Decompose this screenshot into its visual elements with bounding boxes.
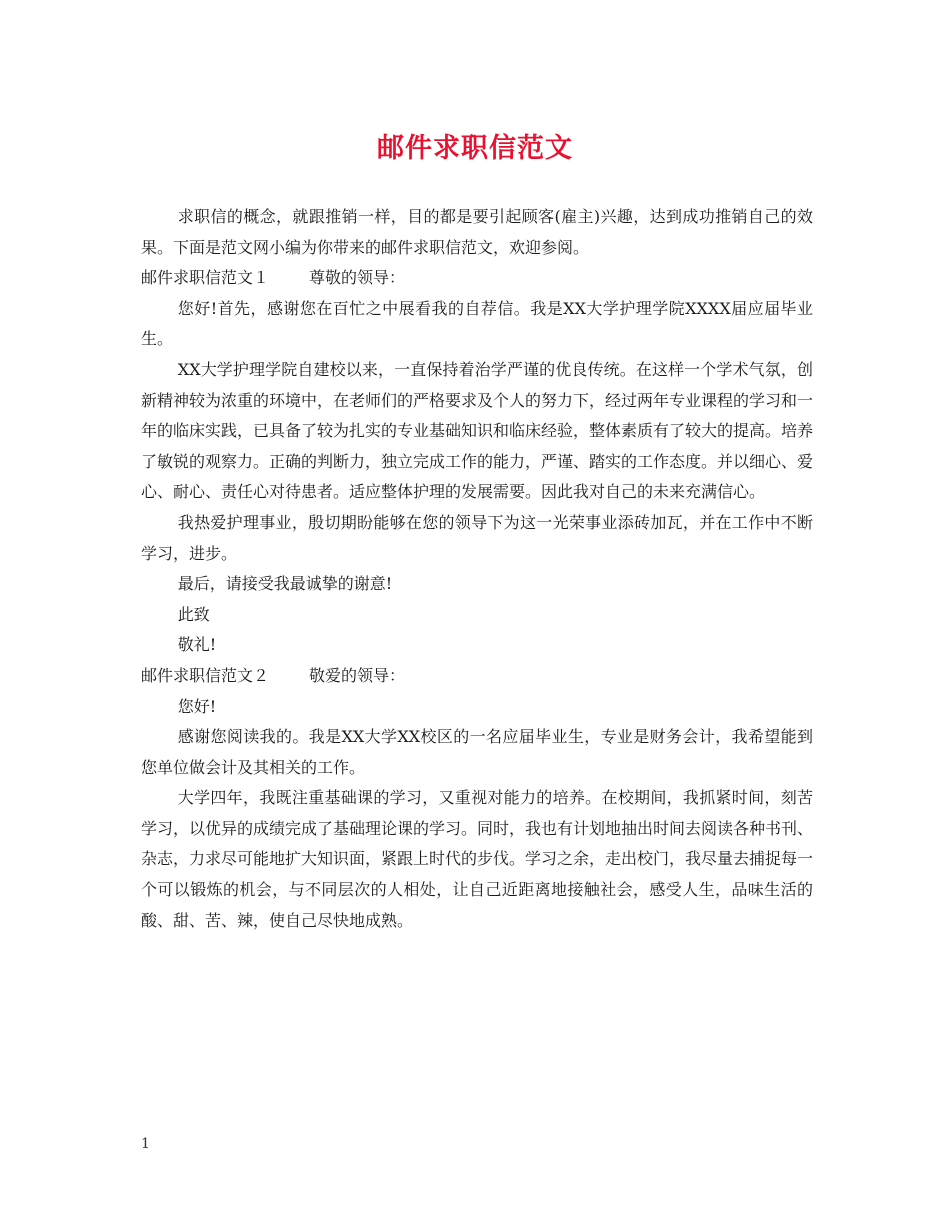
page-number: 1 <box>141 1136 150 1152</box>
document-body <box>141 202 813 936</box>
intro-paragraph: 求职信的概念，就跟推销一样，目的都是要引起顾客(雇主)兴趣，达到成功推销自己的效果。下面是范文网小编为你带来的邮件求职信范文，欢迎参阅。 <box>141 207 813 257</box>
sample2-paragraph-1: 您好! <box>177 696 217 716</box>
sample2-salutation: 敬爱的领导： <box>309 665 406 685</box>
sample2-heading-line <box>141 661 813 692</box>
sample1-salutation: 尊敬的领导： <box>309 268 406 288</box>
sample1-heading-line <box>141 263 813 294</box>
sample1-paragraph-3: 我热爱护理事业，殷切期盼能够在您的领导下为这一光荣事业添砖加瓦，并在工作中不断学习，进步。 <box>141 512 813 563</box>
sample1-paragraph-4: 最后，请接受我最诚挚的谢意! <box>177 574 393 594</box>
sample1-paragraph-1: 您好!首先，感谢您在百忙之中展看我的自荐信。我是XX大学护理学院XXXX届应届毕业生。 <box>141 298 813 349</box>
sample1-closing-1: 此致 <box>177 604 210 624</box>
sample2-paragraph-2: 感谢您阅读我的。我是XX大学XX校区的一名应届毕业生，专业是财务会计，我希望能到您单位做会计及其相关的工作。 <box>141 727 813 777</box>
sample1-paragraph-2: XX大学护理学院自建校以来，一直保持着治学严谨的优良传统。在这样一个学术气氛，创新精神较为浓重的环境中，在老师们的严格要求及个人的努力下，经过两年专业课程的学习和一年的临床实践，已具备了较为扎实的专业基础知识和临床经验，整体素质有了较大的提高。培养了敏锐的观察力。正确的判断力，独立完成工作的能力，严谨、踏实的工作态度。并以细心、爱心、耐心、责任心对待患者。适应整体护理的发展需要。因此我对自己的未来充满信心。 <box>141 359 814 502</box>
sample1-heading: 邮件求职信范文１ <box>141 268 270 288</box>
sample2-paragraph-3: 大学四年，我既注重基础课的学习，又重视对能力的培养。在校期间，我抓紧时间，刻苦学习，以优异的成绩完成了基础理论课的学习。同时，我也有计划地抽出时间去阅读各种书刊、杂志，力求尽可能地扩大知识面，紧跟上时代的步伐。学习之余，走出校门，我尽量去捕捉每一个可以锻炼的机会，与不同层次的人相处，让自己近距离地接触社会，感受人生，品味生活的酸、甜、苦、辣，使自己尽快地成熟。 <box>141 788 814 930</box>
document-title: 邮件求职信范文 <box>377 133 573 164</box>
sample2-heading: 邮件求职信范文２ <box>141 665 270 685</box>
sample1-closing-2: 敬礼! <box>177 635 217 655</box>
